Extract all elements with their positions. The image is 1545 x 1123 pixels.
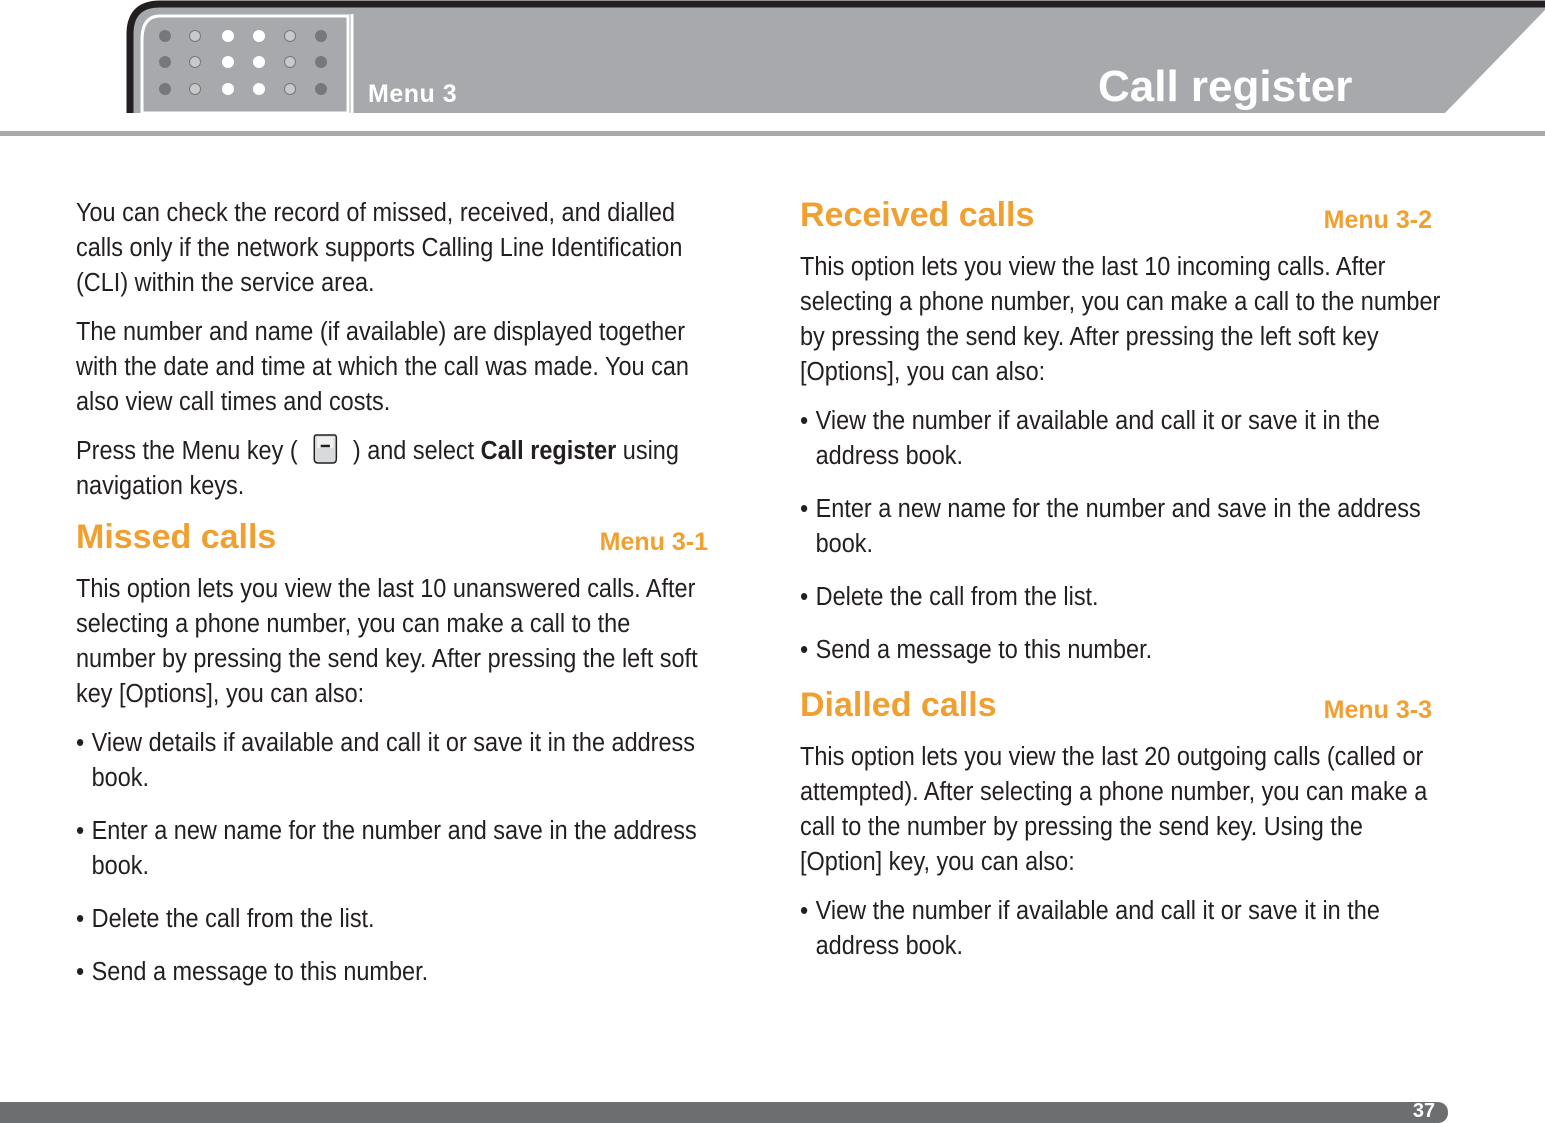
received-calls-title: Received calls <box>800 196 1035 234</box>
bullet-icon: • <box>800 636 809 664</box>
missed-bullet-3 <box>76 902 726 937</box>
intro-p3-after: ) and select <box>352 437 481 465</box>
received-bullet-4 <box>800 633 1460 668</box>
received-calls-menu-number: Menu 3-2 <box>1323 206 1432 234</box>
menu-key-icon <box>312 432 338 466</box>
page-header <box>0 0 1545 150</box>
missed-bullet-text: Send a message to this number. <box>91 958 429 986</box>
bullet-icon: • <box>76 729 85 757</box>
received-bullet-text: Delete the call from the list. <box>815 583 1099 611</box>
missed-calls-menu-number: Menu 3-1 <box>599 528 708 556</box>
intro-p3-before: Press the Menu key ( <box>76 437 298 465</box>
missed-bullet-1 <box>76 726 726 796</box>
page-number: 37 <box>1412 1100 1436 1122</box>
bullet-icon: • <box>800 495 809 523</box>
missed-bullet-4 <box>76 955 726 990</box>
received-bullet-1 <box>800 404 1460 474</box>
dialled-bullet-text: View the number if available and call it or save it in the address book. <box>815 897 1380 960</box>
dialled-calls-menu-number: Menu 3-3 <box>1323 696 1432 724</box>
missed-bullet-text: Enter a new name for the number and save in the address book. <box>91 817 697 880</box>
received-calls-body: This option lets you view the last 10 incoming calls. After selecting a phone number, you can make a call to the number by pressing the send key. After pressing the left soft key [Options], you can also: <box>800 253 1441 386</box>
page-title: Call register <box>1098 62 1353 111</box>
missed-bullet-2 <box>76 814 726 884</box>
dialled-calls-title: Dialled calls <box>800 686 997 724</box>
dialled-calls-heading <box>800 686 1440 736</box>
bullet-icon: • <box>76 958 85 986</box>
received-bullet-text: Send a message to this number. <box>815 636 1153 664</box>
received-calls-heading <box>800 196 1440 246</box>
footer-bar <box>0 1102 1420 1123</box>
bullet-icon: • <box>800 583 809 611</box>
missed-calls-title: Missed calls <box>76 518 277 556</box>
menu-label: Menu 3 <box>368 80 458 108</box>
received-bullet-2 <box>800 492 1460 562</box>
right-column <box>800 194 1440 982</box>
missed-calls-heading <box>76 518 716 568</box>
dialled-bullet-1 <box>800 894 1460 964</box>
missed-bullet-text: View details if available and call it or save it in the address book. <box>91 729 695 792</box>
intro-paragraph-2: The number and name (if available) are displayed together with the date and time at which the call was made. You can also view call times and costs. <box>76 318 689 416</box>
call-register-bold: Call register <box>480 437 617 465</box>
intro-paragraph-1: You can check the record of missed, received, and dialled calls only if the network supports Calling Line Identification (CLI) within the service area. <box>76 199 683 297</box>
intro-paragraph-3 <box>76 434 711 504</box>
bullet-icon: • <box>800 897 809 925</box>
bullet-icon: • <box>800 407 809 435</box>
missed-calls-body: This option lets you view the last 10 unanswered calls. After selecting a phone number, you can make a call to the number by pressing the send key. After pressing the left soft key [Options], you can also: <box>76 575 698 708</box>
bullet-icon: • <box>76 817 85 845</box>
received-bullet-3 <box>800 580 1460 615</box>
dialled-calls-body: This option lets you view the last 20 outgoing calls (called or attempted). After selecting a phone number, you can make a call to the number by pressing the send key. Using the [Option] key, you can also: <box>800 743 1428 876</box>
intro-p3-end: using navigation keys. <box>76 437 679 500</box>
received-bullet-text: View the number if available and call it or save it in the address book. <box>815 407 1380 470</box>
bullet-icon: • <box>76 905 85 933</box>
left-column <box>76 196 716 1008</box>
received-bullet-text: Enter a new name for the number and save in the address book. <box>815 495 1421 558</box>
missed-bullet-text: Delete the call from the list. <box>91 905 375 933</box>
